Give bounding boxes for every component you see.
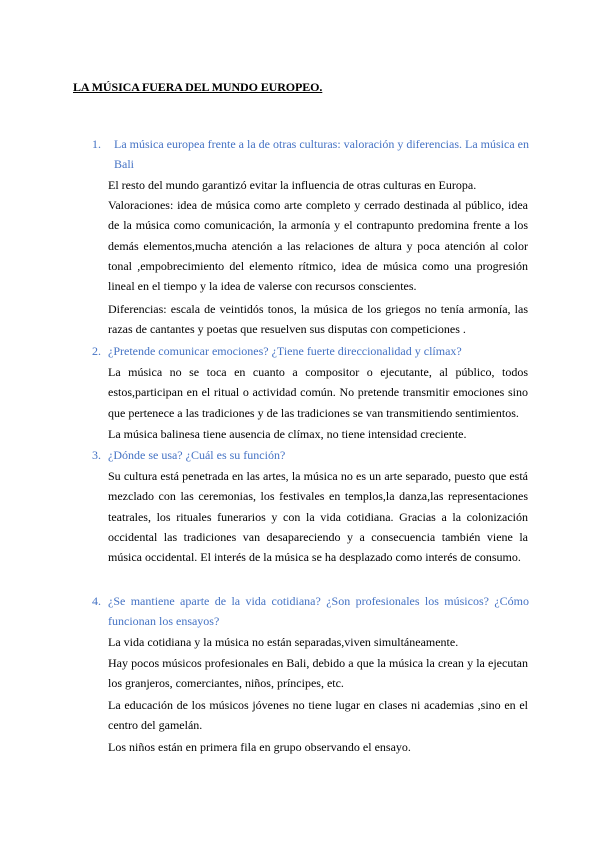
section-1-paragraph-3: Diferencias: escala de veintidós tonos, la música de los griegos no tenía armonía, las razas de cantantes y poetas que resuelven sus disputas con competiciones . (108, 302, 528, 337)
section-1-heading-text: La música europea frente a la de otras culturas: valoración y diferencias. La música en Bali (114, 137, 529, 171)
section-3-heading (92, 445, 529, 465)
section-1-paragraph-2: Valoraciones: idea de música como arte completo y cerrado destinada al público, idea de la música como comunicación, la armonía y el contrapunto predomina frente a los demás elementos,mucha atención a las relaciones de altura y poca atención al color tonal ,empobrecimiento del elemento rítmico, idea de música como una progresión lineal en el tiempo y la idea de valerse con recursos conscientes. (108, 198, 528, 294)
section-1-heading (92, 134, 529, 174)
section-4-paragraph-2: Hay pocos músicos profesionales en Bali, debido a que la música la crean y la ejecutan los granjeros, comerciantes, niños, príncipes, etc. (108, 656, 528, 691)
section-4-heading (92, 591, 529, 631)
section-4-paragraph-3: La educación de los músicos jóvenes no tiene lugar en clases ni academias ,sino en el centro del gamelán. (108, 698, 528, 733)
section-3-paragraph-1: Su cultura está penetrada en las artes, la música no es un arte separado, puesto que está mezclado con las ceremonias, los festivales en templos,la danza,las representaciones teatrales, los rituales funerarios y con la vida cotidiana. Gracias a la colonización occidental las tradiciones van desapareciendo y a consecuencia también viene la música occidental. El interés de la música se ha desplazado como interés de consumo. (108, 469, 528, 565)
section-1-number: 1. (92, 137, 101, 151)
section-3-number: 3. (92, 448, 101, 462)
section-1-paragraph-1: El resto del mundo garantizó evitar la influencia de otras culturas en Europa. (108, 178, 477, 192)
section-2-heading (92, 341, 529, 361)
section-2-paragraph-1: La música no se toca en cuanto a compositor o ejecutante, al público, todos estos,participan en el ritual o actividad común. No pretende transmitir emociones sino que pertenece a las tradiciones y de las tradiciones se van transmitiendo sentimientos. (108, 365, 528, 420)
section-2-number: 2. (92, 344, 101, 358)
section-3-heading-text: ¿Dónde se usa? ¿Cuál es su función? (108, 448, 286, 462)
section-2-paragraph-2: La música balinesa tiene ausencia de clímax, no tiene intensidad creciente. (108, 427, 467, 441)
section-4-paragraph-1: La vida cotidiana y la música no están separadas,viven simultáneamente. (108, 635, 459, 649)
section-4-heading-text: ¿Se mantiene aparte de la vida cotidiana? ¿Son profesionales los músicos? ¿Cómo funcionan los ensayos? (108, 594, 529, 628)
section-4-paragraph-4: Los niños están en primera fila en grupo observando el ensayo. (108, 740, 411, 754)
section-4-number: 4. (92, 594, 101, 608)
section-2-heading-text: ¿Pretende comunicar emociones? ¿Tiene fuerte direccionalidad y clímax? (108, 344, 462, 358)
document-title: LA MÚSICA FUERA DEL MUNDO EUROPEO. (73, 80, 323, 94)
